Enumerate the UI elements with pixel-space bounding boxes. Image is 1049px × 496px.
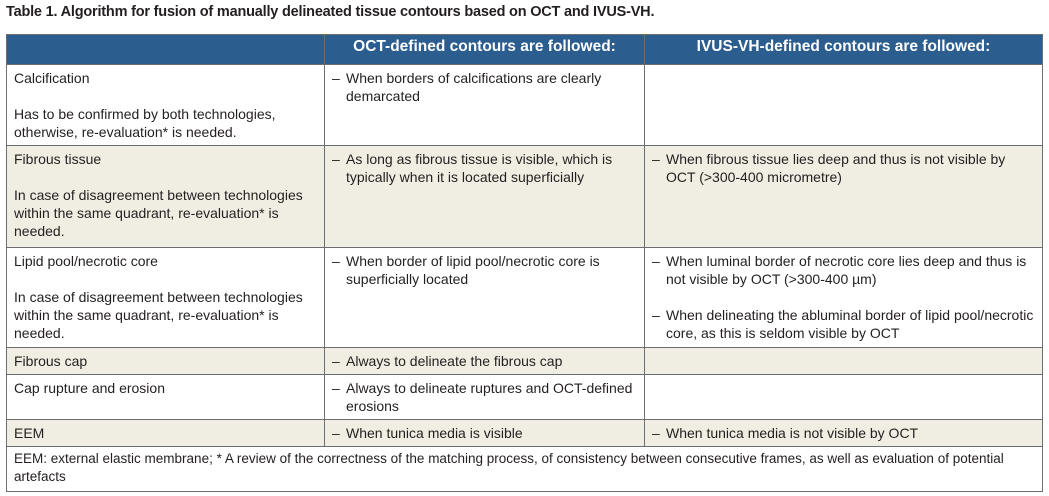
oct-item bbox=[332, 252, 638, 288]
spacer bbox=[14, 87, 318, 105]
tissue-cell bbox=[7, 146, 325, 248]
tissue-cell bbox=[7, 65, 325, 146]
table-row bbox=[7, 248, 1043, 348]
table-row bbox=[7, 420, 1043, 447]
ivus-item-text: When luminal border of necrotic core lies deep and thus is not visible by OCT (>300-400 µm) bbox=[666, 253, 1027, 287]
tissue-name: Lipid pool/necrotic core bbox=[14, 253, 158, 269]
header-cell-oct: OCT-defined contours are followed: bbox=[325, 35, 645, 65]
fusion-algorithm-table bbox=[6, 34, 1043, 492]
tissue-cell bbox=[7, 375, 325, 420]
ivus-item bbox=[652, 424, 1036, 442]
ivus-cell bbox=[645, 146, 1043, 248]
tissue-name: Cap rupture and erosion bbox=[14, 380, 165, 396]
header-cell-ivus: IVUS-VH-defined contours are followed: bbox=[645, 35, 1043, 65]
oct-item-text: When borders of calcifications are clearly demarcated bbox=[346, 70, 602, 104]
table-row bbox=[7, 348, 1043, 375]
tissue-cell bbox=[7, 348, 325, 375]
dash-bullet: – bbox=[652, 151, 660, 167]
tissue-note: Has to be confirmed by both technologies, otherwise, re-evaluation* is needed. bbox=[14, 106, 276, 140]
oct-cell bbox=[325, 248, 645, 348]
ivus-cell bbox=[645, 420, 1043, 447]
oct-item bbox=[332, 352, 638, 370]
oct-item-text: Always to delineate the fibrous cap bbox=[346, 353, 563, 369]
ivus-cell bbox=[645, 65, 1043, 146]
dash-bullet: – bbox=[332, 353, 340, 369]
footnote: EEM: external elastic membrane; * A review of the correctness of the matching process, of consistency between consecutive frames, as well as evaluation of potential artefacts bbox=[7, 447, 1043, 492]
oct-cell bbox=[325, 420, 645, 447]
table-row bbox=[7, 146, 1043, 248]
table-body bbox=[7, 65, 1043, 447]
dash-bullet: – bbox=[332, 380, 340, 396]
dash-bullet: – bbox=[652, 307, 660, 323]
dash-bullet: – bbox=[332, 151, 340, 167]
ivus-item bbox=[652, 252, 1036, 288]
header-cell-tissue bbox=[7, 35, 325, 65]
oct-cell bbox=[325, 146, 645, 248]
dash-bullet: – bbox=[332, 425, 340, 441]
dash-bullet: – bbox=[652, 425, 660, 441]
header-row bbox=[7, 35, 1043, 65]
dash-bullet: – bbox=[652, 253, 660, 269]
ivus-cell bbox=[645, 248, 1043, 348]
table-caption: Table 1. Algorithm for fusion of manually delineated tissue contours based on OCT and IVUS-VH. bbox=[6, 4, 655, 20]
spacer bbox=[14, 270, 318, 288]
oct-item bbox=[332, 379, 638, 415]
tissue-cell bbox=[7, 420, 325, 447]
footnote-row bbox=[7, 447, 1043, 492]
tissue-name: Calcification bbox=[14, 70, 90, 86]
table-row bbox=[7, 65, 1043, 146]
tissue-note: In case of disagreement between technologies within the same quadrant, re-evaluation* is needed. bbox=[14, 289, 303, 341]
oct-item-text: As long as fibrous tissue is visible, which is typically when it is located superficially bbox=[346, 151, 613, 185]
oct-item bbox=[332, 150, 638, 186]
oct-cell bbox=[325, 348, 645, 375]
oct-cell bbox=[325, 65, 645, 146]
oct-item-text: When border of lipid pool/necrotic core is superficially located bbox=[346, 253, 600, 287]
oct-cell bbox=[325, 375, 645, 420]
ivus-item bbox=[652, 150, 1036, 186]
ivus-cell bbox=[645, 375, 1043, 420]
tissue-cell bbox=[7, 248, 325, 348]
ivus-item-text: When delineating the abluminal border of lipid pool/necrotic core, as this is seldom visible by OCT bbox=[666, 307, 1034, 341]
tissue-name: EEM bbox=[14, 425, 45, 441]
oct-item-text: Always to delineate ruptures and OCT-defined erosions bbox=[346, 380, 633, 414]
tissue-name: Fibrous cap bbox=[14, 353, 88, 369]
oct-item bbox=[332, 69, 638, 105]
oct-item-text: When tunica media is visible bbox=[346, 425, 523, 441]
ivus-cell bbox=[645, 348, 1043, 375]
ivus-item bbox=[652, 306, 1036, 342]
dash-bullet: – bbox=[332, 70, 340, 86]
dash-bullet: – bbox=[332, 253, 340, 269]
ivus-item-text: When fibrous tissue lies deep and thus is not visible by OCT (>300-400 micrometre) bbox=[666, 151, 1006, 185]
oct-item bbox=[332, 424, 638, 442]
tissue-name: Fibrous tissue bbox=[14, 151, 102, 167]
table-row bbox=[7, 375, 1043, 420]
tissue-note: In case of disagreement between technologies within the same quadrant, re-evaluation* is needed. bbox=[14, 187, 303, 239]
ivus-item-text: When tunica media is not visible by OCT bbox=[666, 425, 919, 441]
spacer bbox=[14, 168, 318, 186]
